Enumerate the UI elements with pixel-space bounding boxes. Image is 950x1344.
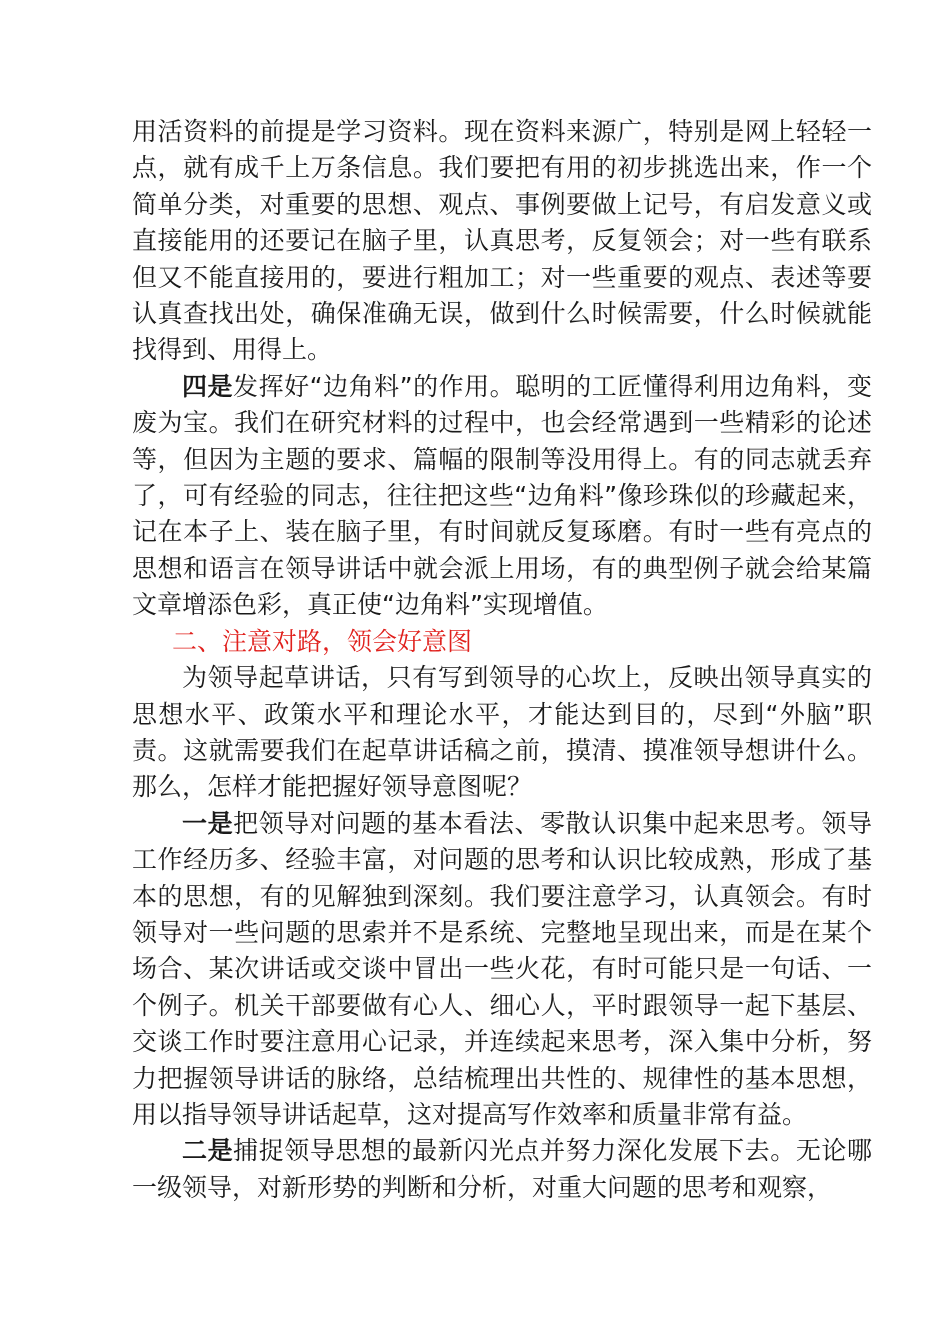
paragraph-lead-label: 二是: [182, 1136, 234, 1166]
paragraph-intro: 为领导起草讲话，只有写到领导的心坎上，反映出领导真实的思想水平、政策水平和理论水平，才能达到目的，尽到“外脑”职责。这就需要我们在起草讲话稿之前，摸清、摸准领导想讲什么。那么，怎样才能把握好领导意图呢？: [132, 663, 872, 802]
paragraph-lead-label: 四是: [182, 371, 234, 401]
paragraph-text: 捕捉领导思想的最新闪光点并努力深化发展下去。无论哪一级领导，对新形势的判断和分析，对重大问题的思考和观察，: [132, 1136, 872, 1202]
paragraph-lead-label: 一是: [182, 808, 234, 838]
paragraph-text: 把领导对问题的基本看法、零散认识集中起来思考。领导工作经历多、经验丰富，对问题的思考和认识比较成熟，形成了基本的思想，有的见解独到深刻。我们要注意学习，认真领会。有时领导对一些问题的思索并不是系统、完整地呈现出来，而是在某个场合、某次讲话或交谈中冒出一些火花，有时可能只是一句话、一个例子。机关干部要做有心人、细心人，平时跟领导一起下基层、交谈工作时要注意用心记录，并连续起来思考，深入集中分析，努力把握领导讲话的脉络，总结梳理出共性的、规律性的基本思想，用以指导领导讲话起草，这对提高写作效率和质量非常有益。: [132, 808, 872, 1129]
section-heading: 二、注意对路，领会好意图: [172, 626, 473, 656]
paragraph-continued: 用活资料的前提是学习资料。现在资料来源广，特别是网上轻轻一点，就有成千上万条信息。我们要把有用的初步挑选出来，作一个简单分类，对重要的思想、观点、事例要做上记号，有启发意义或直接能用的还要记在脑子里，认真思考，反复领会；对一些有联系但又不能直接用的，要进行粗加工；对一些重要的观点、表述等要认真查找出处，确保准确无误，做到什么时候需要，什么时候就能找得到、用得上。: [132, 117, 872, 365]
paragraph-point-two: [132, 1133, 872, 1206]
paragraph-point-four: [132, 369, 872, 624]
document-body: [132, 114, 872, 1206]
paragraph-text: 发挥好“边角料”的作用。聪明的工匠懂得利用边角料，变废为宝。我们在研究材料的过程中，也会经常遇到一些精彩的论述等，但因为主题的要求、篇幅的限制等没用得上。有的同志就丢弃了，可有经验的同志，往往把这些“边角料”像珍珠似的珍藏起来，记在本子上、装在脑子里，有时间就反复琢磨。有时一些有亮点的思想和语言在领导讲话中就会派上用场，有的典型例子就会给某篇文章增添色彩，真正使“边角料”实现增值。: [132, 371, 872, 620]
paragraph-point-one: [132, 806, 872, 1134]
